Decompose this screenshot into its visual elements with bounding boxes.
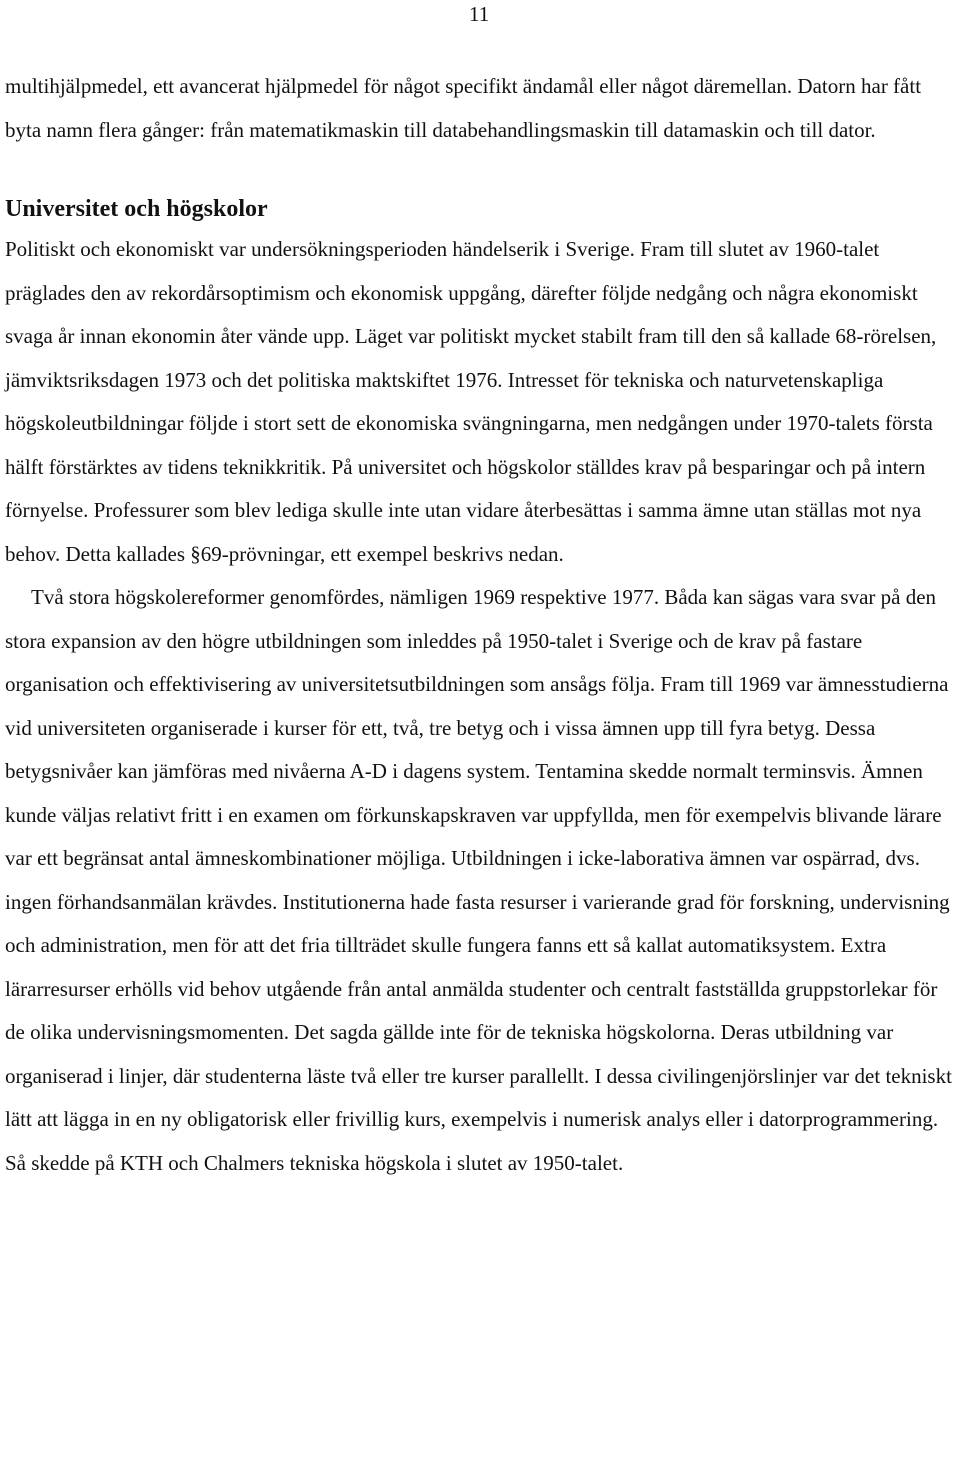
paragraph-politics: Politiskt och ekonomiskt var undersökningsperioden händelserik i Sverige. Fram till slutet av 1960-talet präglades den av rekordårsoptimism och ekonomisk uppgång, därefter följde nedgång och några ekonomiskt svaga år innan ekonomin åter vände upp. Läget var politiskt mycket stabilt fram till den så kallade 68-rörelsen, jämviktsriksdagen 1973 och det politiska maktskiftet 1976. Intresset för tekniska och naturvetenskapliga högskoleutbildningar följde i stort sett de ekonomiska svängningarna, men nedgången under 1970-talets första hälft förstärktes av tidens teknikkritik. På universitet och högskolor ställdes krav på besparingar och på intern förnyelse. Professurer som blev lediga skulle inte utan vidare återbesättas i samma ämne utan ställas mot nya behov. Detta kallades §69-prövningar, ett exempel beskrivs nedan. bbox=[5, 237, 937, 566]
document-body bbox=[5, 65, 957, 1185]
section-heading: Universitet och högskolor bbox=[5, 196, 268, 222]
page-number: 11 bbox=[469, 2, 490, 26]
intro-paragraph: multihjälpmedel, ett avancerat hjälpmedel för något specifikt ändamål eller något däremellan. Datorn har fått byta namn flera gånger: från matematikmaskin till databehandlingsmaskin till datamaskin och till dator. bbox=[5, 74, 922, 142]
paragraph-reforms: Två stora högskolereformer genomfördes, nämligen 1969 respektive 1977. Båda kan sägas vara svar på den stora expansion av den högre utbildningen som inleddes på 1950-talet i Sverige och de krav på fastare organisation och effektivisering av universitetsutbildningen som ansågs följa. Fram till 1969 var ämnesstudierna vid universiteten organiserade i kurser för ett, två, tre betyg och i vissa ämnen upp till fyra betyg. Dessa betygsnivåer kan jämföras med nivåerna A-D i dagens system. Tentamina skedde normalt terminsvis. Ämnen kunde väljas relativt fritt i en examen om förkunskapskraven var uppfyllda, men för exempelvis blivande lärare var ett begränsat antal ämneskombinationer möjliga. Utbildningen i icke-laborativa ämnen var ospärrad, dvs. ingen förhandsanmälan krävdes. Institutionerna hade fasta resurser i varierande grad för forskning, undervisning och administration, men för att det fria tillträdet skulle fungera fanns ett så kallat automatiksystem. Extra lärarresurser erhölls vid behov utgående från antal anmälda studenter och centralt fastställda gruppstorlekar för de olika undervisningsmomenten. Det sagda gällde inte för de tekniska högskolorna. Deras utbildning var organiserad i linjer, där studenterna läste två eller tre kurser parallellt. I dessa civilingenjörslinjer var det tekniskt lätt att lägga in en ny obligatorisk eller frivillig kurs, exempelvis i numerisk analys eller i datorprogrammering. Så skedde på KTH och Chalmers tekniska högskola i slutet av 1950-talet. bbox=[5, 585, 952, 1175]
